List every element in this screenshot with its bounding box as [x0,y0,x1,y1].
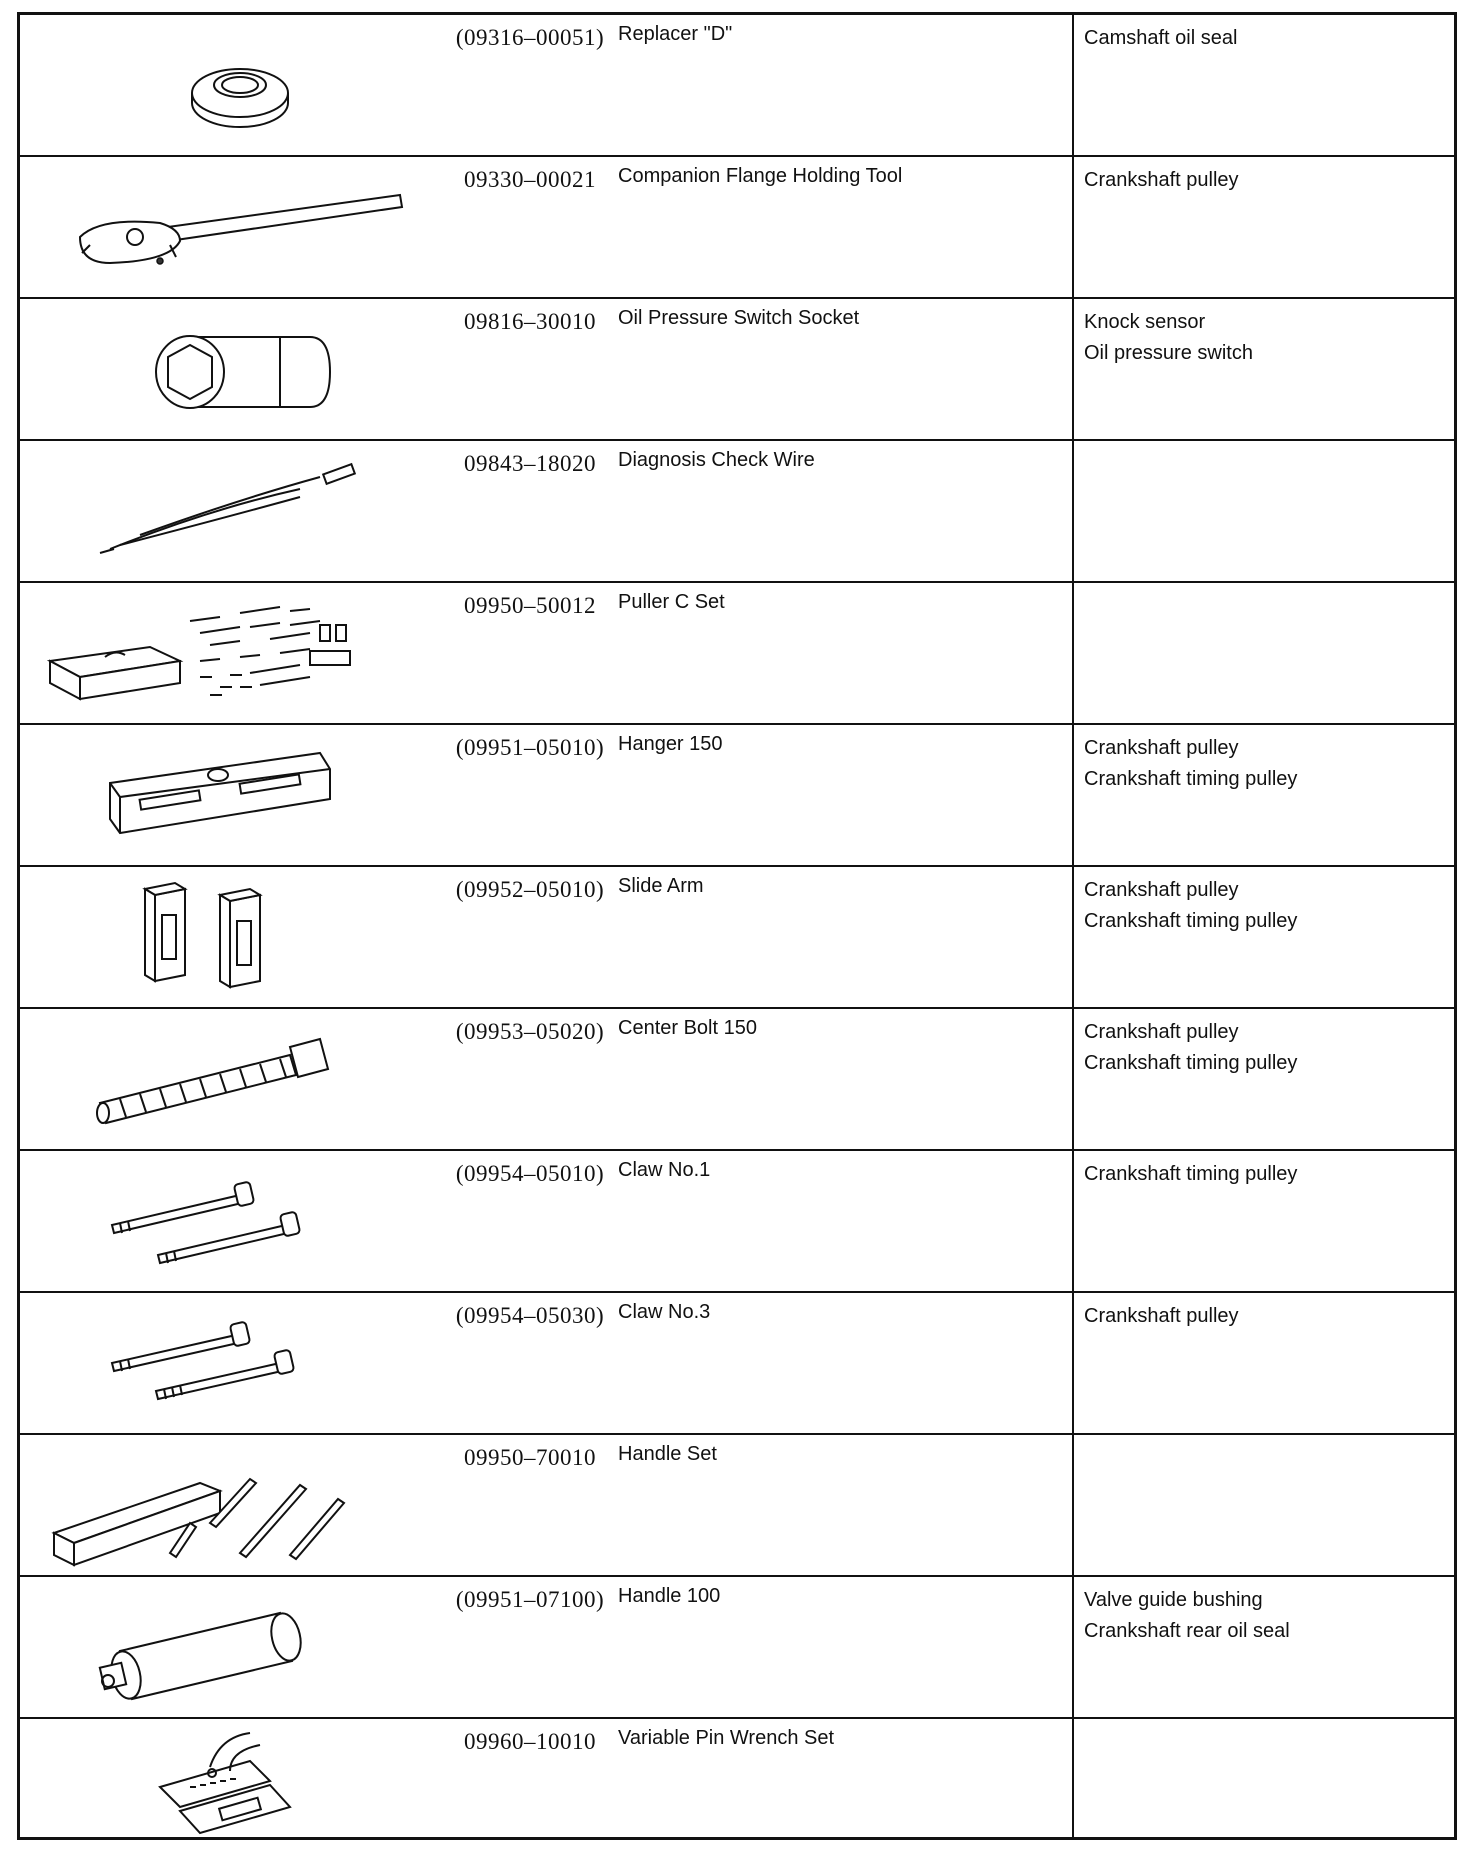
usage-cell [1072,867,1457,1007]
usage-item: Knock sensor [1084,311,1206,333]
part-number: (09316–00051) [455,25,605,50]
part-number: 09816–30010 [464,309,596,334]
part-number: (09951–07100) [455,1587,605,1612]
tool-name: Diagnosis Check Wire [618,449,815,471]
hanger-icon [40,733,440,859]
usage-item: Crankshaft pulley [1084,737,1239,759]
tool-name: Oil Pressure Switch Socket [618,307,860,329]
usage-cell [1072,15,1457,155]
tool-name: Replacer "D" [618,23,733,45]
table-row [20,1293,1454,1435]
usage-item: Camshaft oil seal [1084,27,1238,49]
tool-name: Slide Arm [618,875,704,897]
table-row [20,15,1454,157]
usage-item: Crankshaft rear oil seal [1084,1620,1290,1642]
usage-item: Crankshaft pulley [1084,169,1239,191]
usage-item: Oil pressure switch [1084,342,1253,364]
handle-set-icon [40,1443,440,1569]
usage-cell [1072,1435,1457,1575]
table-row [20,299,1454,441]
table-row [20,867,1454,1009]
part-number: (09954–05010) [455,1161,605,1186]
tool-name: Hanger 150 [618,733,723,755]
part-number: (09954–05030) [455,1303,605,1328]
part-number: 09950–70010 [464,1445,596,1470]
part-number: (09953–05020) [455,1019,605,1044]
tool-name: Variable Pin Wrench Set [618,1727,835,1749]
table-row [20,441,1454,583]
part-number: (09951–05010) [455,735,605,760]
table-row [20,1435,1454,1577]
claw-icon [40,1159,440,1285]
table-row [20,157,1454,299]
claw-icon [40,1301,440,1427]
usage-cell [1072,1009,1457,1149]
usage-item: Crankshaft timing pulley [1084,1052,1298,1074]
tool-name: Companion Flange Holding Tool [618,165,903,187]
usage-item: Crankshaft pulley [1084,1021,1239,1043]
part-number: 09843–18020 [464,451,596,476]
usage-item: Crankshaft pulley [1084,1305,1239,1327]
usage-item: Crankshaft timing pulley [1084,768,1298,790]
tool-name: Claw No.3 [618,1301,711,1323]
check-wire-icon [40,449,440,575]
table-row [20,1577,1454,1719]
part-number: 09330–00021 [464,167,596,192]
replacer-disc-icon [40,23,440,149]
usage-cell [1072,1719,1457,1837]
usage-item: Valve guide bushing [1084,1589,1263,1611]
socket-icon [40,307,440,433]
table-row [20,1009,1454,1151]
center-bolt-icon [40,1017,440,1143]
flange-holding-tool-icon [40,165,440,291]
usage-cell [1072,725,1457,865]
usage-cell [1072,299,1457,439]
table-row [20,1151,1454,1293]
part-number: 09950–50012 [464,593,596,618]
tool-name: Center Bolt 150 [618,1017,757,1039]
usage-cell [1072,157,1457,297]
usage-cell [1072,1577,1457,1717]
special-tools-table [17,12,1457,1840]
usage-cell [1072,583,1457,723]
usage-item: Crankshaft pulley [1084,879,1239,901]
puller-set-icon [40,591,440,717]
handle-icon [40,1585,440,1711]
slide-arm-icon [40,875,440,1001]
table-row [20,725,1454,867]
usage-item: Crankshaft timing pulley [1084,910,1298,932]
usage-cell [1072,441,1457,581]
table-row [20,1719,1454,1837]
part-number: (09952–05010) [455,877,605,902]
usage-cell [1072,1151,1457,1291]
part-number: 09960–10010 [464,1729,596,1754]
tool-name: Puller C Set [618,591,725,613]
usage-cell [1072,1293,1457,1433]
tool-name: Handle Set [618,1443,717,1465]
tool-name: Handle 100 [618,1585,721,1607]
table-row [20,583,1454,725]
usage-item: Crankshaft timing pulley [1084,1163,1298,1185]
pin-wrench-set-icon [40,1727,440,1837]
tool-name: Claw No.1 [618,1159,711,1181]
